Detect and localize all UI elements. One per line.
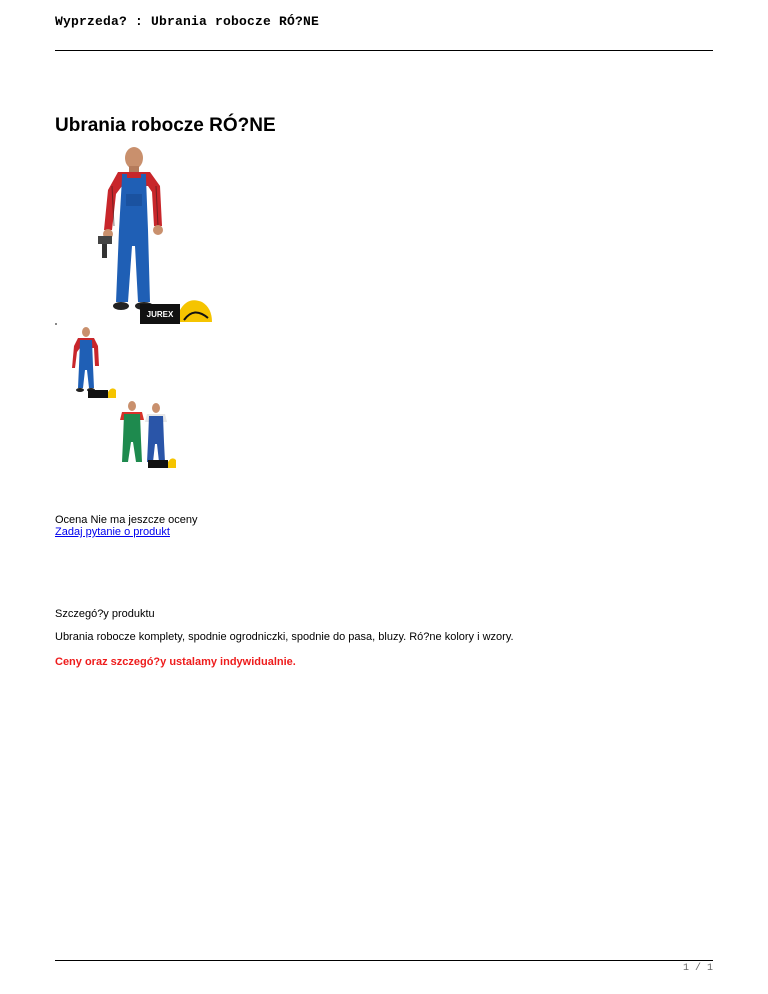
document-header-title: Wyprzeda? : Ubrania robocze RÓ?NE xyxy=(55,14,320,29)
svg-text:JUREX: JUREX xyxy=(146,310,174,319)
product-thumbnail-2[interactable] xyxy=(112,400,178,470)
header-divider xyxy=(55,50,713,51)
rating-value: Nie ma jeszcze oceny xyxy=(90,514,198,526)
image-marker xyxy=(55,323,57,325)
product-description: Ubrania robocze komplety, spodnie ogrodniczki, spodnie do pasa, bluzy. Ró?ne kolory i wzory. xyxy=(55,631,514,643)
product-main-image[interactable] xyxy=(88,146,216,328)
ask-question-link[interactable]: Zadaj pytanie o produkt xyxy=(55,526,170,538)
details-heading: Szczegó?y produktu xyxy=(55,608,155,620)
product-title: Ubrania robocze RÓ?NE xyxy=(55,115,276,136)
worker-figure xyxy=(98,147,163,310)
price-note: Ceny oraz szczegó?y ustalamy indywidualnie. xyxy=(55,656,296,668)
rating-line xyxy=(55,514,197,526)
page-indicator: 1 / 1 xyxy=(682,963,713,974)
rating-label: Ocena xyxy=(55,514,88,526)
product-thumbnail-1[interactable] xyxy=(64,326,116,398)
footer-divider xyxy=(55,960,713,961)
